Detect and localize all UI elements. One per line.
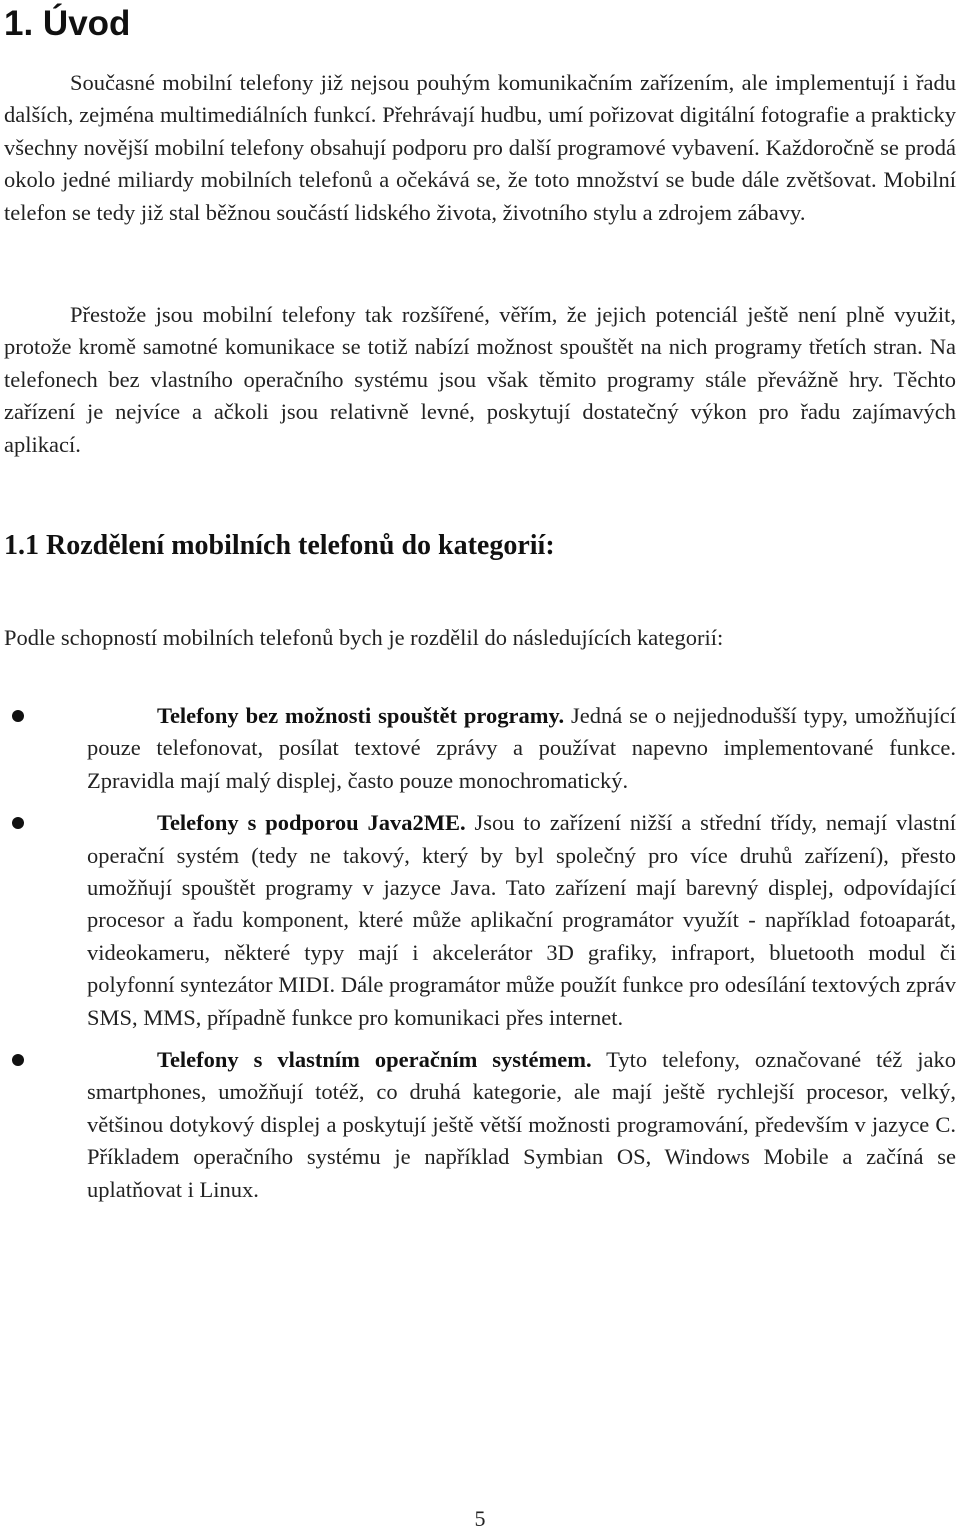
section-heading: 1.1 Rozdělení mobilních telefonů do kategorií:: [4, 530, 555, 561]
list-item: [87, 700, 956, 797]
intro-paragraph-2: Přestože jsou mobilní telefony tak rozšířené, věřím, že jejich potenciál ještě není plně využit, protože kromě samotné komunikace se totiž nabízí možnost spouštět na nich programy třetích stran. Na telefonech bez vlastního operačního systému jsou však těmito programy stále převážně hry. Těchto zařízení je nejvíce a ačkoli jsou relativně levné, poskytují dostatečný výkon pro řadu zajímavých aplikací.: [4, 302, 956, 457]
list-item-title: Telefony bez možnosti spouštět programy.: [157, 703, 565, 728]
list-item-text: [87, 1044, 956, 1206]
list-item-text: [87, 700, 956, 797]
list-item-description: Tyto telefony, označované též jako smartphones, umožňují totéž, co druhá kategorie, ale mají ještě rychlejší procesor, velký, většinou dotykový displej a poskytují ještě větší možnosti programování, především v jazyce C. Příkladem operačního systému je například Symbian OS, Windows Mobile a začíná se uplatňovat i Linux.: [87, 1047, 956, 1202]
page-number: 5: [474, 1506, 486, 1531]
bullet-icon: [12, 710, 24, 722]
list-item-description: Jsou to zařízení nižší a střední třídy, nemají vlastní operační systém (tedy ne takový, který by byl společný pro více druhů zařízení), přesto umožňují spouštět programy v jazyce Java. Tato zařízení mají barevný displej, odpovídající procesor a řadu komponent, které může aplikační programátor využít - například fotoaparát, videokameru, některé typy mají i akcelerátor 3D grafiky, infraport, bluetooth modul či polyfonní syntezátor MIDI. Dále programátor může použít funkce pro odesílání textových zpráv SMS, MMS, případně funkce pro komunikaci přes internet.: [87, 810, 956, 1030]
list-item: [87, 807, 956, 1034]
list-item-title: Telefony s vlastním operačním systémem.: [157, 1047, 592, 1073]
section-intro: Podle schopností mobilních telefonů bych je rozdělil do následujících kategorií:: [4, 625, 724, 650]
list-item-title: Telefony s podporou Java2ME.: [157, 810, 466, 836]
chapter-heading: 1. Úvod: [4, 4, 131, 43]
list-item-text: [87, 807, 956, 1034]
list-item-description: Jedná se o nejjednodušší typy, umožňující pouze telefonovat, posílat textové zprávy a používat napevno implementované funkce. Zpravidla mají malý displej, často pouze monochromatický.: [87, 703, 956, 793]
bullet-icon: [12, 817, 24, 829]
category-list: [0, 700, 960, 1216]
intro-paragraph-1: Současné mobilní telefony již nejsou pouhým komunikačním zařízením, ale implementují i řadu dalších, zejména multimediálních funkcí. Přehrávají hudbu, umí pořizovat digitální fotografie a prakticky všechny novější mobilní telefony obsahují podporu pro další programové vybavení. Každoročně se prodá okolo jedné miliardy mobilních telefonů a očekává se, že toto množství se bude dále zvětšovat. Mobilní telefon se tedy již stal běžnou součástí lidského života, životního stylu a zdrojem zábavy.: [4, 70, 956, 225]
list-item: [87, 1044, 956, 1206]
bullet-icon: [12, 1054, 24, 1066]
